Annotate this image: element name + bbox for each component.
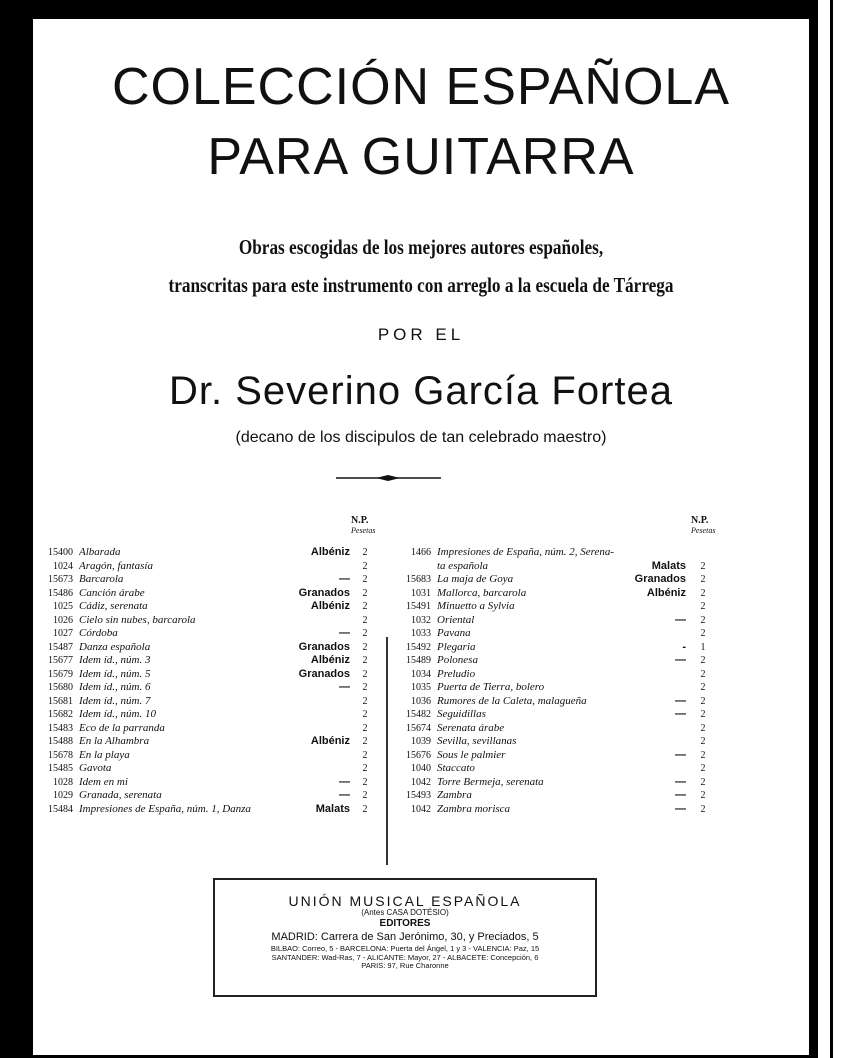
work-title: Plegaria <box>437 640 476 653</box>
catalog-number: 15486 <box>48 587 73 599</box>
catalog-row <box>33 641 383 655</box>
catalog-number: 15680 <box>48 682 73 693</box>
title-line-1: COLECCIÓN ESPAÑOLA <box>111 58 731 116</box>
price: 2 <box>362 547 368 558</box>
work-title: Zambra <box>437 789 472 801</box>
work-title: Seguidillas <box>437 708 486 720</box>
price: 2 <box>362 574 368 585</box>
price: 2 <box>362 628 368 639</box>
work-title: En la playa <box>79 748 130 761</box>
composer: — <box>339 789 350 801</box>
composer: Granados <box>298 586 350 599</box>
catalog-number: 1029 <box>53 790 73 801</box>
catalog-number: 1031 <box>411 587 431 599</box>
catalog-row <box>391 749 731 763</box>
publisher-paris: PARIS: 97, Rue Charonne <box>361 960 449 970</box>
catalog-row <box>33 573 383 587</box>
work-title: Impresiones de España, núm. 2, Serena- <box>437 546 614 558</box>
catalog-row <box>391 708 731 722</box>
publisher-editores: EDITORES <box>379 918 431 930</box>
composer: Granados <box>298 640 350 653</box>
price: 2 <box>362 803 368 815</box>
catalog-row <box>391 789 731 803</box>
composer: Albéniz <box>310 735 350 747</box>
catalog-number: 15493 <box>406 790 431 801</box>
catalog-row <box>33 776 383 790</box>
composer: — <box>675 654 686 666</box>
price: 2 <box>362 641 368 653</box>
catalog-number: 1466 <box>411 547 431 558</box>
catalog-number: 1039 <box>411 736 431 747</box>
work-title: Puerta de Tierra, bolero <box>437 681 545 693</box>
catalog-number: 15674 <box>406 722 431 734</box>
price: 2 <box>362 601 368 612</box>
price: 2 <box>362 736 368 747</box>
price: 2 <box>362 668 368 680</box>
catalog-number: 1042 <box>411 776 431 788</box>
work-title: Eco de la parranda <box>79 721 165 734</box>
work-title: Idem íd., núm. 5 <box>79 667 151 680</box>
price: 2 <box>362 655 368 666</box>
catalog-row <box>391 681 731 695</box>
catalog-number: 15681 <box>48 695 73 707</box>
composer: Albéniz <box>310 546 350 558</box>
catalog-number: 15683 <box>406 574 431 585</box>
por-el: POR EL <box>377 325 465 344</box>
price: 1 <box>700 641 706 653</box>
catalog-row <box>391 573 731 587</box>
price: 2 <box>362 763 368 774</box>
catalog-number: 1024 <box>53 560 73 572</box>
catalog-number: 15673 <box>48 574 73 585</box>
catalog-number: 15485 <box>48 763 73 774</box>
composer: Albéniz <box>646 586 686 599</box>
composer: Albéniz <box>310 654 350 666</box>
work-title: Mallorca, barcarola <box>437 586 527 599</box>
work-title: Torre Bermeja, serenata <box>437 775 544 788</box>
work-title: Barcarola <box>79 573 124 585</box>
work-title: Granada, serenata <box>79 789 162 801</box>
scan-edge-line <box>830 0 833 1058</box>
composer: — <box>675 748 686 761</box>
price: 2 <box>700 790 706 801</box>
catalog-row <box>391 722 731 736</box>
price: 2 <box>700 709 706 720</box>
catalog-row <box>391 627 731 641</box>
publisher-former-name: (Antes CASA DOTÉSIO) <box>361 908 449 918</box>
work-title: Sevilla, sevillanas <box>437 735 517 747</box>
composer: — <box>339 573 350 585</box>
catalog-number: 15484 <box>48 803 73 815</box>
work-title: La maja de Goya <box>437 573 514 585</box>
composer: Granados <box>298 667 350 680</box>
catalog-number: 15679 <box>48 668 73 680</box>
work-title: Sous le palmier <box>437 748 506 761</box>
catalog-row <box>33 749 383 763</box>
work-title: Idem íd., núm. 7 <box>79 694 151 707</box>
price: 2 <box>700 574 706 585</box>
catalog-row <box>33 762 383 776</box>
sheet-music-cover <box>33 19 809 1055</box>
catalog-number: 1027 <box>53 628 73 639</box>
work-title: Idem íd., núm. 10 <box>79 708 156 720</box>
price: 2 <box>700 655 706 666</box>
composer: — <box>339 775 350 788</box>
work-title: Minuetto a Sylvia <box>437 600 515 612</box>
catalog-number: 15676 <box>406 749 431 761</box>
catalog-row <box>33 560 383 574</box>
work-title: Albarada <box>79 546 121 558</box>
price: 2 <box>700 682 706 693</box>
work-title: Córdoba <box>79 627 118 639</box>
work-title: Pavana <box>437 627 471 639</box>
work-title: Staccato <box>437 762 475 774</box>
catalog-row <box>391 776 731 790</box>
catalog-row <box>33 803 383 817</box>
work-title: Impresiones de España, núm. 1, Danza <box>79 802 251 815</box>
work-title: Cádiz, serenata <box>79 600 148 612</box>
price: 2 <box>700 776 706 788</box>
catalog-row <box>33 546 383 560</box>
catalog-row <box>33 708 383 722</box>
work-title: Zambra morisca <box>437 802 511 815</box>
catalog-row <box>33 722 383 736</box>
catalog-row <box>391 803 731 817</box>
price: 2 <box>700 695 706 707</box>
price: 2 <box>362 722 368 734</box>
catalog-row <box>391 695 731 709</box>
catalog-number: 1026 <box>53 614 73 626</box>
price: 2 <box>362 709 368 720</box>
subtitle-line-1: Obras escogidas de los mejores autores españoles, <box>238 235 604 259</box>
catalog-row <box>391 735 731 749</box>
catalog-row <box>33 735 383 749</box>
publisher-branches-1: BILBAO: Correo, 5 - BARCELONA: Puerta del Ángel, 1 y 3 - VALENCIA: Paz, 15 <box>270 944 540 954</box>
catalog-row <box>33 668 383 682</box>
composer: - <box>682 640 686 653</box>
catalog-row <box>391 668 731 682</box>
work-title: Polonesa <box>437 654 478 666</box>
catalog-number: 1032 <box>411 614 431 626</box>
catalog-number: 1028 <box>53 776 73 788</box>
price: 2 <box>362 776 368 788</box>
price: 2 <box>700 560 706 572</box>
right-catalog-column <box>391 546 731 816</box>
catalog-number: 1035 <box>411 682 431 693</box>
catalog-number: 15400 <box>48 547 73 558</box>
publisher-madrid-address: MADRID: Carrera de San Jerónimo, 30, y Preciados, 5 <box>271 931 539 944</box>
catalog-row <box>391 654 731 668</box>
work-title: Idem en mi <box>79 775 128 788</box>
composer: Granados <box>634 573 686 585</box>
subtitle-line-2: transcritas para este instrumento con arreglo a la escuela de Tárrega <box>168 273 674 297</box>
work-title: Oriental <box>437 613 475 626</box>
catalog-row <box>33 600 383 614</box>
work-title: Serenata árabe <box>437 721 505 734</box>
catalog-number: 15482 <box>406 709 431 720</box>
work-title: Idem íd., núm. 3 <box>79 654 151 666</box>
catalog-row <box>391 587 731 601</box>
composer: — <box>675 613 686 626</box>
catalog-row <box>391 600 731 614</box>
work-title: ta española <box>437 559 489 572</box>
price: 2 <box>700 749 706 761</box>
catalog-row <box>391 614 731 628</box>
publisher-box <box>213 878 597 997</box>
work-title: Danza española <box>79 640 151 653</box>
work-title: Gavota <box>79 762 112 774</box>
price: 2 <box>362 560 368 572</box>
catalog-number: 15492 <box>406 641 431 653</box>
work-title: Preludio <box>437 667 476 680</box>
catalog-number: 1034 <box>411 668 431 680</box>
right-price-header: N.P. Pesetas <box>691 515 716 535</box>
catalog-row <box>33 627 383 641</box>
work-title: Canción árabe <box>79 586 145 599</box>
author-note: (decano de los discipulos de tan celebrado maestro) <box>235 429 607 446</box>
work-title: Rumores de la Caleta, malagueña <box>437 694 587 707</box>
publisher-branches-2: SANTANDER: Wad-Ras, 7 - ALICANTE: Mayor, 27 - ALBACETE: Concepción, 6 <box>271 952 539 962</box>
catalog-number: 1025 <box>53 601 73 612</box>
price: 2 <box>362 790 368 801</box>
composer: — <box>675 775 686 788</box>
catalog-number: 15682 <box>48 709 73 720</box>
price: 2 <box>700 601 706 612</box>
ornament-divider <box>336 475 441 481</box>
catalog-row <box>33 681 383 695</box>
catalog-row <box>33 614 383 628</box>
price: 2 <box>700 763 706 774</box>
work-title: Aragón, fantasía <box>79 559 153 572</box>
left-catalog-column <box>33 546 383 816</box>
price: 2 <box>362 749 368 761</box>
price: 2 <box>362 587 368 599</box>
catalog-number: 1040 <box>411 763 431 774</box>
catalog-row <box>391 560 731 574</box>
composer: Malats <box>315 802 350 815</box>
work-title: Cielo sin nubes, barcarola <box>79 613 196 626</box>
catalog-row <box>33 654 383 668</box>
composer: — <box>675 694 686 707</box>
catalog-number: 15488 <box>48 736 73 747</box>
price: 2 <box>700 614 706 626</box>
price: 2 <box>700 722 706 734</box>
catalog-number: 1033 <box>411 628 431 639</box>
catalog-number: 15677 <box>48 655 73 666</box>
catalog-number: 1042 <box>411 803 431 815</box>
catalog-row <box>391 762 731 776</box>
catalog-row <box>33 695 383 709</box>
price: 2 <box>700 736 706 747</box>
composer: — <box>339 627 350 639</box>
left-price-header: N.P. Pesetas <box>351 515 376 535</box>
work-title: En la Alhambra <box>79 735 150 747</box>
catalog-number: 15491 <box>406 601 431 612</box>
title-line-2: PARA GUITARRA <box>207 128 635 186</box>
catalog-number: 15678 <box>48 749 73 761</box>
composer: — <box>675 789 686 801</box>
catalog-number: 15483 <box>48 722 73 734</box>
price: 2 <box>700 628 706 639</box>
price: 2 <box>700 803 706 815</box>
catalog-number: 15487 <box>48 641 73 653</box>
composer: Malats <box>651 559 686 572</box>
work-title: Idem íd., núm. 6 <box>79 681 151 693</box>
price: 2 <box>362 682 368 693</box>
price: 2 <box>362 695 368 707</box>
composer: Albéniz <box>310 600 350 612</box>
catalog-row <box>391 546 731 560</box>
author-name: Dr. Severino García Fortea <box>169 369 673 413</box>
price: 2 <box>700 587 706 599</box>
catalog-number: 1036 <box>411 695 431 707</box>
column-divider <box>386 637 388 865</box>
catalog-row <box>33 789 383 803</box>
price: 2 <box>700 668 706 680</box>
composer: — <box>675 708 686 720</box>
composer: — <box>675 802 686 815</box>
catalog-number: 15489 <box>406 655 431 666</box>
composer: — <box>339 681 350 693</box>
scan-edge <box>818 0 850 1058</box>
catalog-row <box>33 587 383 601</box>
catalog-row <box>391 641 731 655</box>
price: 2 <box>362 614 368 626</box>
publisher-name: UNIÓN MUSICAL ESPAÑOLA <box>288 893 522 909</box>
